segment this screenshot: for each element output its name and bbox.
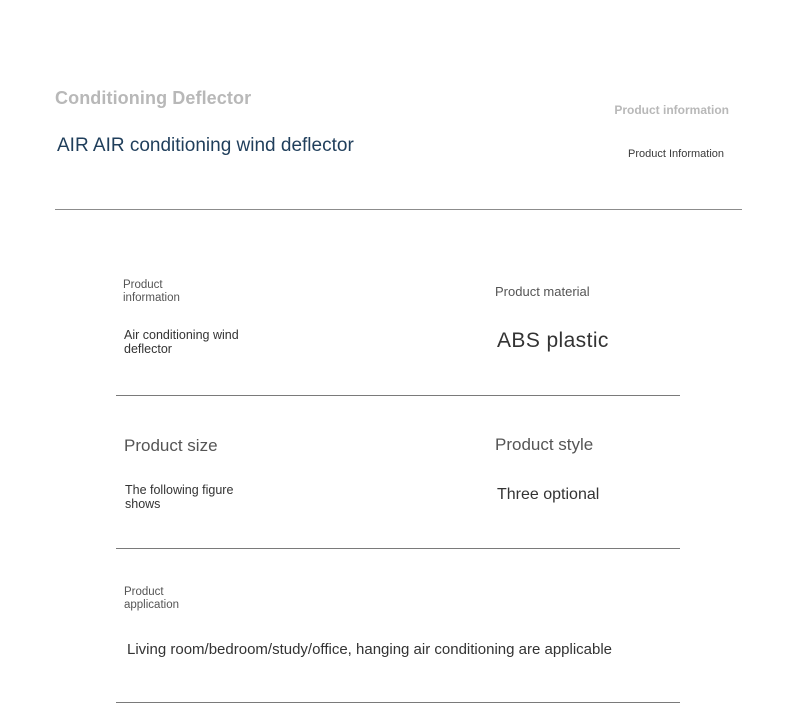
product-size-label: Product size — [124, 436, 218, 455]
header-right-label-primary: Product information — [614, 103, 729, 117]
product-style-label: Product style — [495, 435, 594, 454]
product-material-value: ABS plastic — [497, 329, 609, 352]
row-divider — [116, 702, 680, 703]
product-information-label: Product information — [123, 279, 180, 304]
row-divider — [116, 548, 680, 549]
product-style-value: Three optional — [497, 486, 600, 503]
header-divider — [55, 209, 742, 210]
product-application-label: Product application — [124, 586, 179, 611]
product-material-label: Product material — [495, 284, 590, 299]
header-right-label-secondary: Product Information — [628, 148, 724, 160]
product-size-value: The following figure shows — [125, 483, 234, 511]
page-title: Conditioning Deflector — [55, 88, 252, 108]
product-application-value: Living room/bedroom/study/office, hanging air conditioning are applicable — [127, 641, 613, 658]
page-subtitle: AIR AIR conditioning wind deflector — [57, 135, 354, 156]
product-information-value: Air conditioning wind deflector — [124, 328, 239, 356]
row-divider — [116, 395, 680, 396]
